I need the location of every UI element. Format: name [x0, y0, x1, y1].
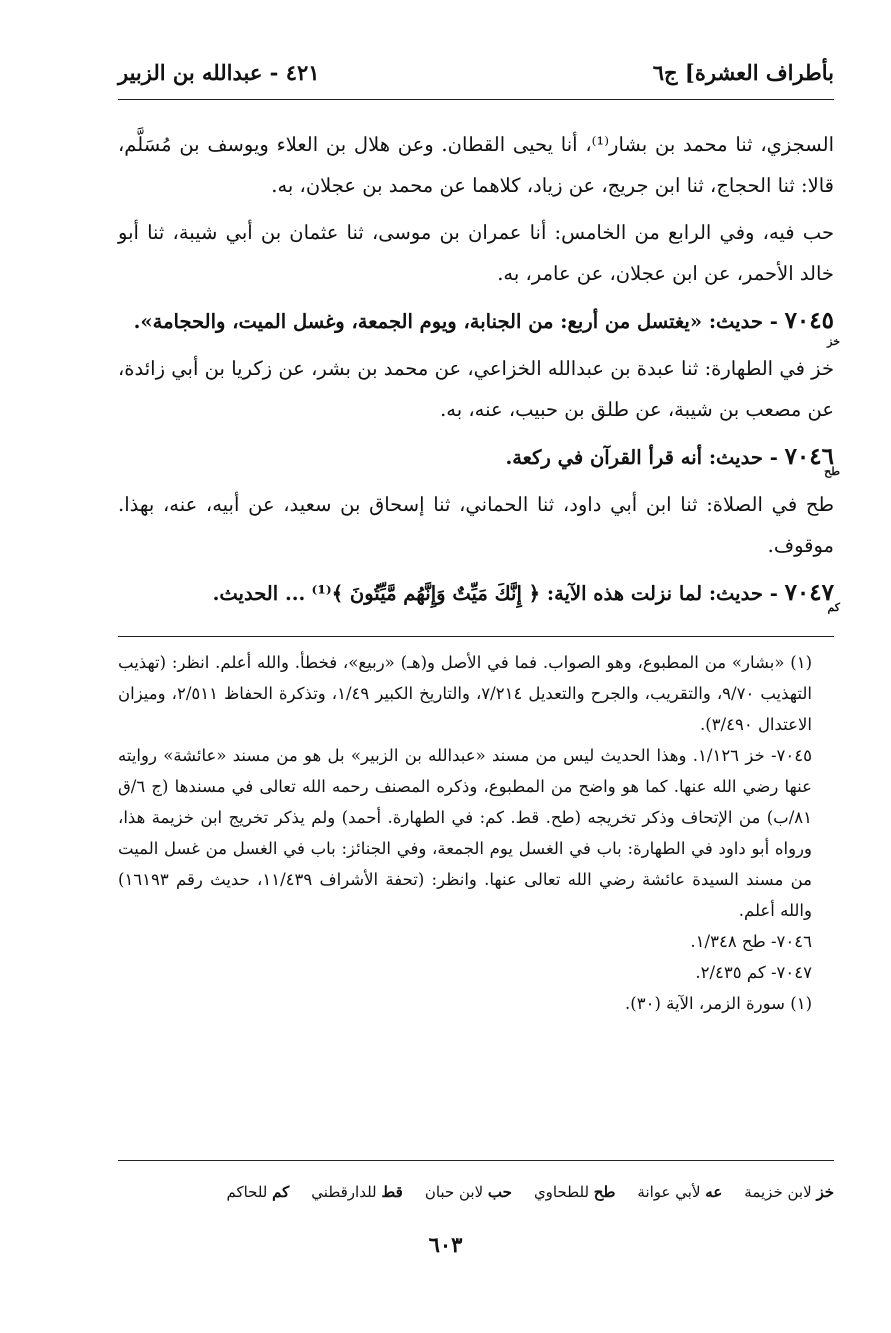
footnote-7047: ٧٠٤٧- كم ٢/٤٣٥. [695, 963, 812, 982]
source-abbreviation: طح [824, 465, 840, 478]
abbreviation-item: عه لأبي عوانة [637, 1183, 723, 1201]
hadith-keyword: - حديث: [702, 446, 785, 469]
abbreviation-key [118, 1160, 834, 1201]
hadith-text: أنه قرأ القرآن في ركعة. [505, 446, 703, 469]
running-header [118, 60, 834, 100]
abbreviation-item: طح للطحاوي [533, 1183, 616, 1201]
footnote-7045: ٧٠٤٥- خز ١/١٢٦. وهذا الحديث ليس من مسند «عبدالله بن الزبير» بل هو من مسند «عائشة» روايته عنها رضي الله عنها. كما هو واضح من المطبوع، وذكره المصنف رحمه الله تعالى في مسندها (ج ٦/ق ٨١/ب) من الإتحاف وذكر تخريجه (طح. قط. كم: في الطهارة. أحمد) ولم يذكر تخريج ابن خزيمة هذا، ورواه أبو داود في الطهارة: باب في الغسل يوم الجمعة، وفي الجنائز: باب في الغسل من غسل الميت من مسند السيدة عائشة رضي الله تعالى عنها. وانظر: (تحفة الأشراف ١١/٤٣٩، حديث رقم ١٦١٩٣) والله أعلم. [118, 746, 812, 920]
hadith-entry-7046 [118, 436, 840, 478]
hadith-number: ٧٠٤٥ [784, 307, 834, 334]
main-text [118, 124, 840, 614]
hadith-ending: ... الحديث. [212, 582, 306, 605]
footnote-7046: ٧٠٤٦- طح ١/٣٤٨. [690, 932, 812, 951]
abbreviation-item: قط للدارقطني [311, 1183, 403, 1201]
paragraph-tahawi: طح في الصلاة: ثنا ابن أبي داود، ثنا الحماني، ثنا إسحاق بن سعيد، عن أبيه، عنه، بهذا. موقوف. [118, 493, 834, 557]
abbreviation-item: كم للحاكم [226, 1183, 290, 1201]
hadith-keyword: - حديث: [702, 582, 785, 605]
header-chapter-title: ٤٢١ - عبدالله بن الزبير [118, 60, 320, 85]
hadith-intro: لما نزلت هذه الآية: [540, 582, 703, 605]
quran-verse: ﴿ إِنَّكَ مَيِّتٌ وَإِنَّهُم مَّيِّتُونَ ﴾⁽¹⁾ [311, 582, 541, 605]
paragraph-khuzayma: خز في الطهارة: ثنا عبدة بن عبدالله الخزاعي، عن محمد بن بشر، عن زكريا بن أبي زائدة، عن مصعب بن شيبة، عن طلق بن حبيب، عنه، به. [118, 357, 834, 421]
footnote-quran: (١) سورة الزمر، الآية (٣٠). [625, 994, 812, 1013]
footnotes [118, 636, 834, 1019]
paragraph-sijzi: السجزي، ثنا محمد بن بشار⁽¹⁾، أنا يحيى القطان. وعن هلال بن العلاء ويوسف بن مُسَلَّم، قالا: ثنا الحجاج، ثنا ابن جريج، عن زياد، كلاهما عن محمد بن عجلان، به. [118, 133, 834, 197]
hadith-entry-7045 [118, 300, 840, 348]
page-number: ٦٠٣ [428, 1232, 463, 1257]
book-page [118, 60, 840, 1019]
abbreviation-item: حب لابن حبان [424, 1183, 512, 1201]
hadith-entry-7047 [118, 572, 840, 614]
paragraph-hibban: حب فيه، وفي الرابع من الخامس: أنا عمران بن موسى، ثنا عثمان بن أبي شيبة، ثنا أبو خالد الأحمر، عن ابن عجلان، عن عامر، به. [118, 221, 834, 285]
hadith-keyword: - حديث: [702, 310, 785, 333]
source-abbreviation: خز [827, 335, 840, 348]
source-abbreviation: كم [827, 601, 840, 614]
hadith-text: «يغتسل من أربع: من الجنابة، ويوم الجمعة، وغسل الميت، والحجامة». [133, 310, 703, 333]
header-volume-title: بأطراف العشرة] ج٦ [652, 60, 834, 85]
footnote-1: (١) «بشار» من المطبوع، وهو الصواب. فما في الأصل و(هـ) «ربيع»، فخطأ. والله أعلم. انظر: (تهذيب التهذيب ٩/٧٠، والتقريب، والجرح والتعديل ٧/٢١٤، والتاريخ الكبير ١/٤٩، وتذكرة الحفاظ ٢/٥١١، وميزان الاعتدال ٣/٤٩٠). [118, 653, 812, 734]
abbreviation-item: خز لابن خزيمة [744, 1183, 834, 1201]
hadith-number: ٧٠٤٦ [784, 443, 834, 470]
hadith-number: ٧٠٤٧ [784, 579, 834, 606]
